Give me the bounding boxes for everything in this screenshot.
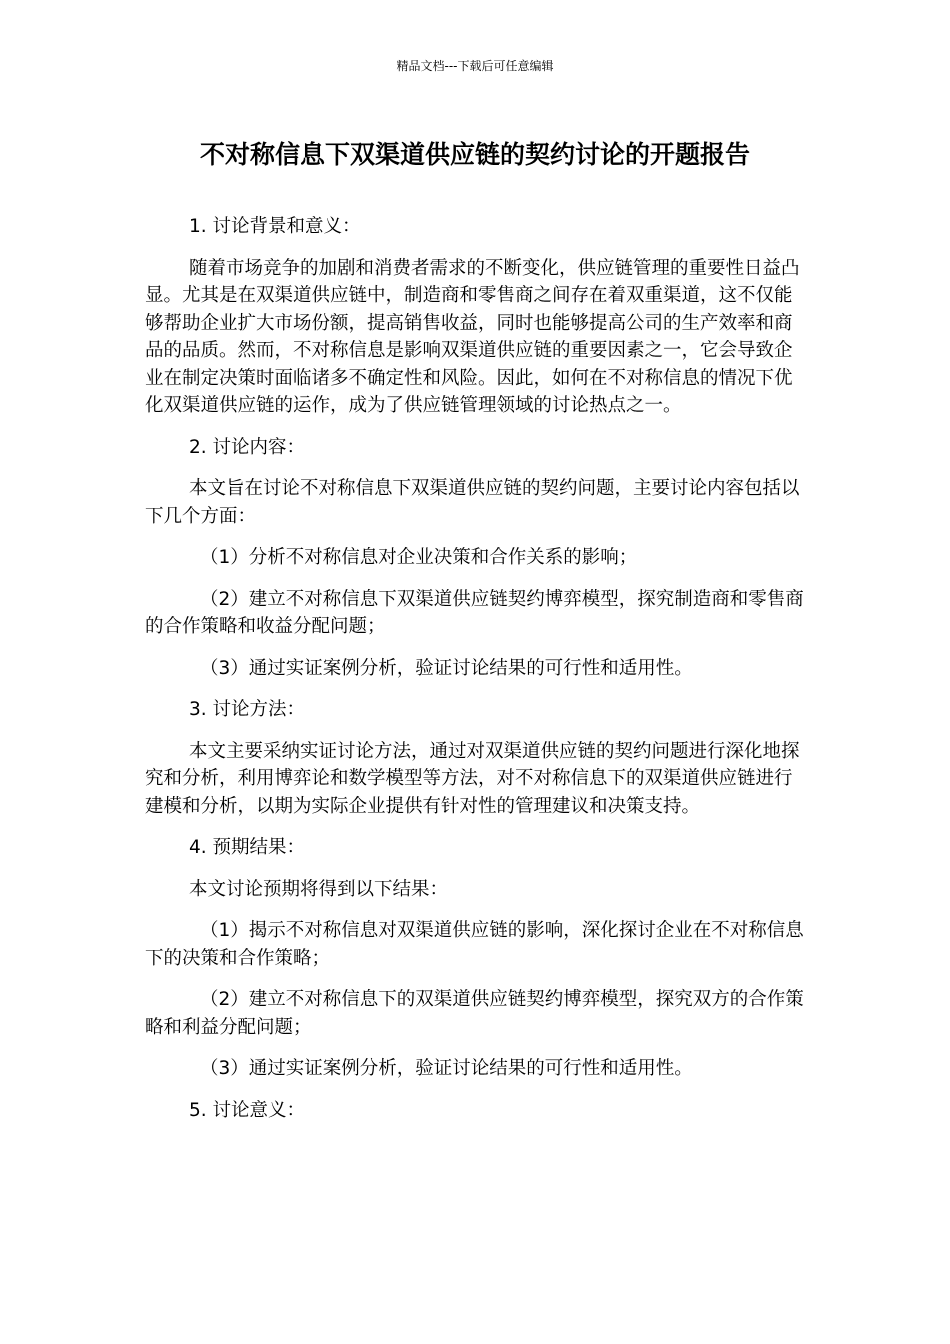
paragraph-content-intro: 本文旨在讨论不对称信息下双渠道供应链的契约问题，主要讨论内容包括以下几个方面： [145,478,800,527]
document-title: 不对称信息下双渠道供应链的契约讨论的开题报告 [199,140,750,169]
section-heading-method: 3. 讨论方法： [189,699,306,720]
document-body [145,213,810,1138]
section-heading-significance: 5. 讨论意义： [189,1099,306,1121]
section-heading-content: 2. 讨论内容： [189,436,306,458]
paragraph-expected-intro: 本文讨论预期将得到以下结果： [189,878,449,900]
section-heading-background: 1. 讨论背景和意义： [189,216,361,237]
paragraph-method: 本文主要采纳实证讨论方法，通过对双渠道供应链的契约问题进行深化地探究和分析，利用博弈论和数学模型等方法，对不对称信息下的双渠道供应链进行建模和分析，以期为实际企业提供有针对性的管理建议和决策支持。 [145,740,800,817]
list-item-expected-3: （3）通过实证案例分析，验证讨论结果的可行性和适用性。 [200,1058,693,1079]
paragraph-background: 随着市场竞争的加剧和消费者需求的不断变化，供应链管理的重要性日益凸显。尤其是在双渠道供应链中，制造商和零售商之间存在着双重渠道，这不仅能够帮助企业扩大市场份额，提高销售收益，同时也能够提高公司的生产效率和商品的品质。然而，不对称信息是影响双渠道供应链的重要因素之一，它会导致企业在制定决策时面临诸多不确定性和风险。因此，如何在不对称信息的情况下优化双渠道供应链的运作，成为了供应链管理领域的讨论热点之一。 [145,257,800,416]
list-item-content-2: （2）建立不对称信息下双渠道供应链契约博弈模型，探究制造商和零售商的合作策略和收益分配问题； [145,588,804,637]
list-item-content-3: （3）通过实证案例分析，验证讨论结果的可行性和适用性。 [200,657,693,679]
header-note: 精品文档---下载后可任意编辑 [396,59,554,73]
list-item-expected-1: （1）揭示不对称信息对双渠道供应链的影响，深化探讨企业在不对称信息下的决策和合作策略； [145,920,804,969]
list-item-content-1: （1）分析不对称信息对企业决策和合作关系的影响； [200,547,638,568]
section-heading-expected-results: 4. 预期结果： [189,837,306,858]
list-item-expected-2: （2）建立不对称信息下的双渠道供应链契约博弈模型，探究双方的合作策略和利益分配问题； [145,989,804,1038]
